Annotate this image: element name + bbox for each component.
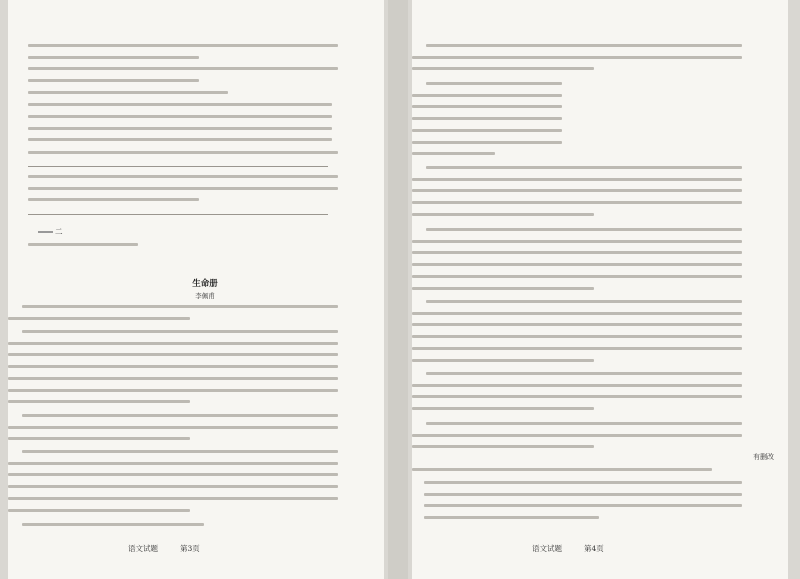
- question-stem-text: [28, 175, 338, 178]
- passage-dialogue: [426, 82, 562, 85]
- passage-text: [412, 189, 742, 192]
- question-stem-text: [28, 151, 338, 154]
- passage-text: [8, 462, 338, 465]
- question-stem-text: [28, 198, 199, 201]
- passage-text: [412, 287, 594, 290]
- passage-text: [8, 509, 190, 512]
- passage-text: [412, 213, 594, 216]
- passage-dialogue: [412, 105, 562, 108]
- passage-text: [426, 422, 742, 425]
- passage-text: [22, 523, 204, 526]
- passage-text: [426, 300, 742, 303]
- passage-text: [412, 56, 742, 59]
- answer-option-text: [424, 504, 742, 507]
- passage-text: [22, 330, 338, 333]
- passage-dialogue: [412, 129, 562, 132]
- answer-option-text: [28, 127, 332, 130]
- footer-subject: 语文试题: [128, 544, 158, 553]
- passage-instruction: [28, 243, 138, 246]
- answer-option-text: [424, 481, 742, 484]
- passage-text: [8, 377, 338, 380]
- answer-option-text: [28, 103, 332, 106]
- answer-option-text: [28, 115, 332, 118]
- passage-text: [412, 445, 594, 448]
- passage-text: [426, 44, 742, 47]
- footer-page-number: 第3页: [180, 544, 200, 553]
- passage-text: [412, 178, 742, 181]
- passage-text: [412, 335, 742, 338]
- answer-option-text: [424, 493, 742, 496]
- passage-text: [8, 389, 338, 392]
- question-stem-text: [412, 468, 712, 471]
- passage-text: [412, 384, 742, 387]
- answer-rule: [28, 214, 328, 215]
- passage-text: [8, 353, 338, 356]
- passage-text: [22, 450, 338, 453]
- passage-dialogue: [412, 152, 495, 155]
- answer-option-text: [424, 516, 599, 519]
- passage-text: [412, 407, 594, 410]
- exam-page-3: [8, 0, 384, 579]
- passage-text: [412, 275, 742, 278]
- passage-text: [426, 228, 742, 231]
- passage-dialogue: [412, 117, 562, 120]
- page-gutter: [388, 0, 408, 579]
- passage-text: [8, 485, 338, 488]
- passage-text: [8, 342, 338, 345]
- answer-option-text: [28, 138, 332, 141]
- question-stem-text: [28, 187, 338, 190]
- passage-text: [412, 251, 742, 254]
- answer-option-text: [28, 44, 338, 47]
- passage-text: [412, 67, 594, 70]
- passage-text: [8, 365, 338, 368]
- passage-text: [412, 347, 742, 350]
- passage-text: [412, 434, 742, 437]
- passage-text: [8, 400, 190, 403]
- passage-text: [412, 201, 742, 204]
- answer-rule: [28, 166, 328, 167]
- passage-text: [8, 437, 190, 440]
- answer-option-text: [28, 79, 199, 82]
- passage-text: [22, 414, 338, 417]
- passage-dialogue: [412, 141, 562, 144]
- passage-text: [426, 372, 742, 375]
- passage-text: [412, 240, 742, 243]
- source-note: 有删改: [753, 453, 774, 461]
- exam-page-4: [412, 0, 788, 579]
- passage-text: [22, 305, 338, 308]
- footer-subject: 语文试题: [532, 544, 562, 553]
- reading-title: 生命册: [192, 279, 218, 289]
- passage-text: [8, 473, 338, 476]
- passage-text: [412, 395, 742, 398]
- passage-text: [412, 359, 594, 362]
- passage-dialogue: [412, 94, 562, 97]
- answer-option-text: [28, 56, 199, 59]
- answer-option-text: [28, 67, 338, 70]
- passage-text: [8, 317, 190, 320]
- question-stem-text: [28, 91, 228, 94]
- section-header-reading: 二: [38, 226, 372, 237]
- passage-text: [412, 323, 742, 326]
- passage-text: [412, 263, 742, 266]
- passage-text: [426, 166, 742, 169]
- passage-text: [412, 312, 742, 315]
- passage-text: [8, 426, 338, 429]
- footer-page-number: 第4页: [584, 544, 604, 553]
- passage-text: [8, 497, 338, 500]
- reading-author: 李佩甫: [195, 292, 215, 300]
